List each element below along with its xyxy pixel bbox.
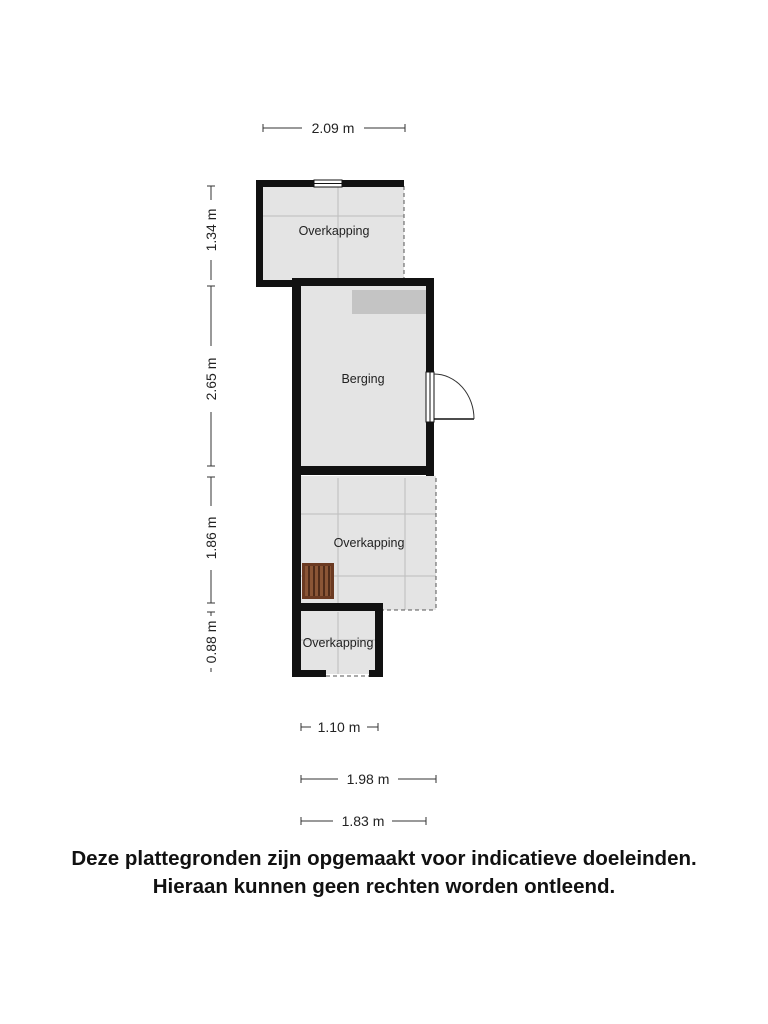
wall-top-canopy-top-right [342, 180, 404, 187]
top-window [314, 180, 342, 187]
dimension-height-middle-canopy: 1.86 m [203, 516, 219, 560]
wall-bottom-canopy-right [375, 603, 383, 677]
dimension-top-width: 2.09 m [311, 120, 355, 136]
room-label-storage: Berging [341, 372, 385, 386]
floors [262, 186, 436, 674]
disclaimer-line-1: Deze plattegronden zijn opgemaakt voor indicatieve doeleinden. [71, 847, 697, 870]
door-swing-arc [434, 374, 474, 419]
wall-bottom-canopy-bottom-right [369, 670, 383, 677]
wall-left-long [292, 278, 301, 677]
storage-counter [352, 290, 426, 314]
wall-bottom-canopy-bottom-left [292, 670, 326, 677]
dimension-height-top-canopy: 1.34 m [203, 208, 219, 252]
wall-top-canopy-left [256, 180, 263, 287]
disclaimer-line-2: Hieraan kunnen geen rechten worden ontleend. [152, 875, 616, 898]
storage-door [426, 372, 474, 422]
room-label-middle-canopy: Overkapping [333, 536, 405, 550]
wall-bottom-canopy-top [292, 603, 382, 611]
wall-storage-top [292, 278, 434, 286]
room-label-top-canopy: Overkapping [298, 224, 370, 238]
dimension-height-bottom-canopy: 0.88 m [203, 620, 219, 664]
dimension-bottom-width-3: 1.83 m [341, 813, 385, 829]
vertical-dimensions [207, 186, 215, 672]
wall-storage-right-upper [426, 278, 434, 372]
dimension-height-storage: 2.65 m [203, 357, 219, 401]
dimension-bottom-width-2: 1.98 m [346, 771, 390, 787]
room-label-bottom-canopy: Overkapping [302, 636, 374, 650]
bench [302, 563, 334, 599]
wall-storage-bottom [292, 466, 434, 475]
dimension-bottom-width-1: 1.10 m [317, 719, 361, 735]
wall-top-canopy-top-left [256, 180, 314, 187]
